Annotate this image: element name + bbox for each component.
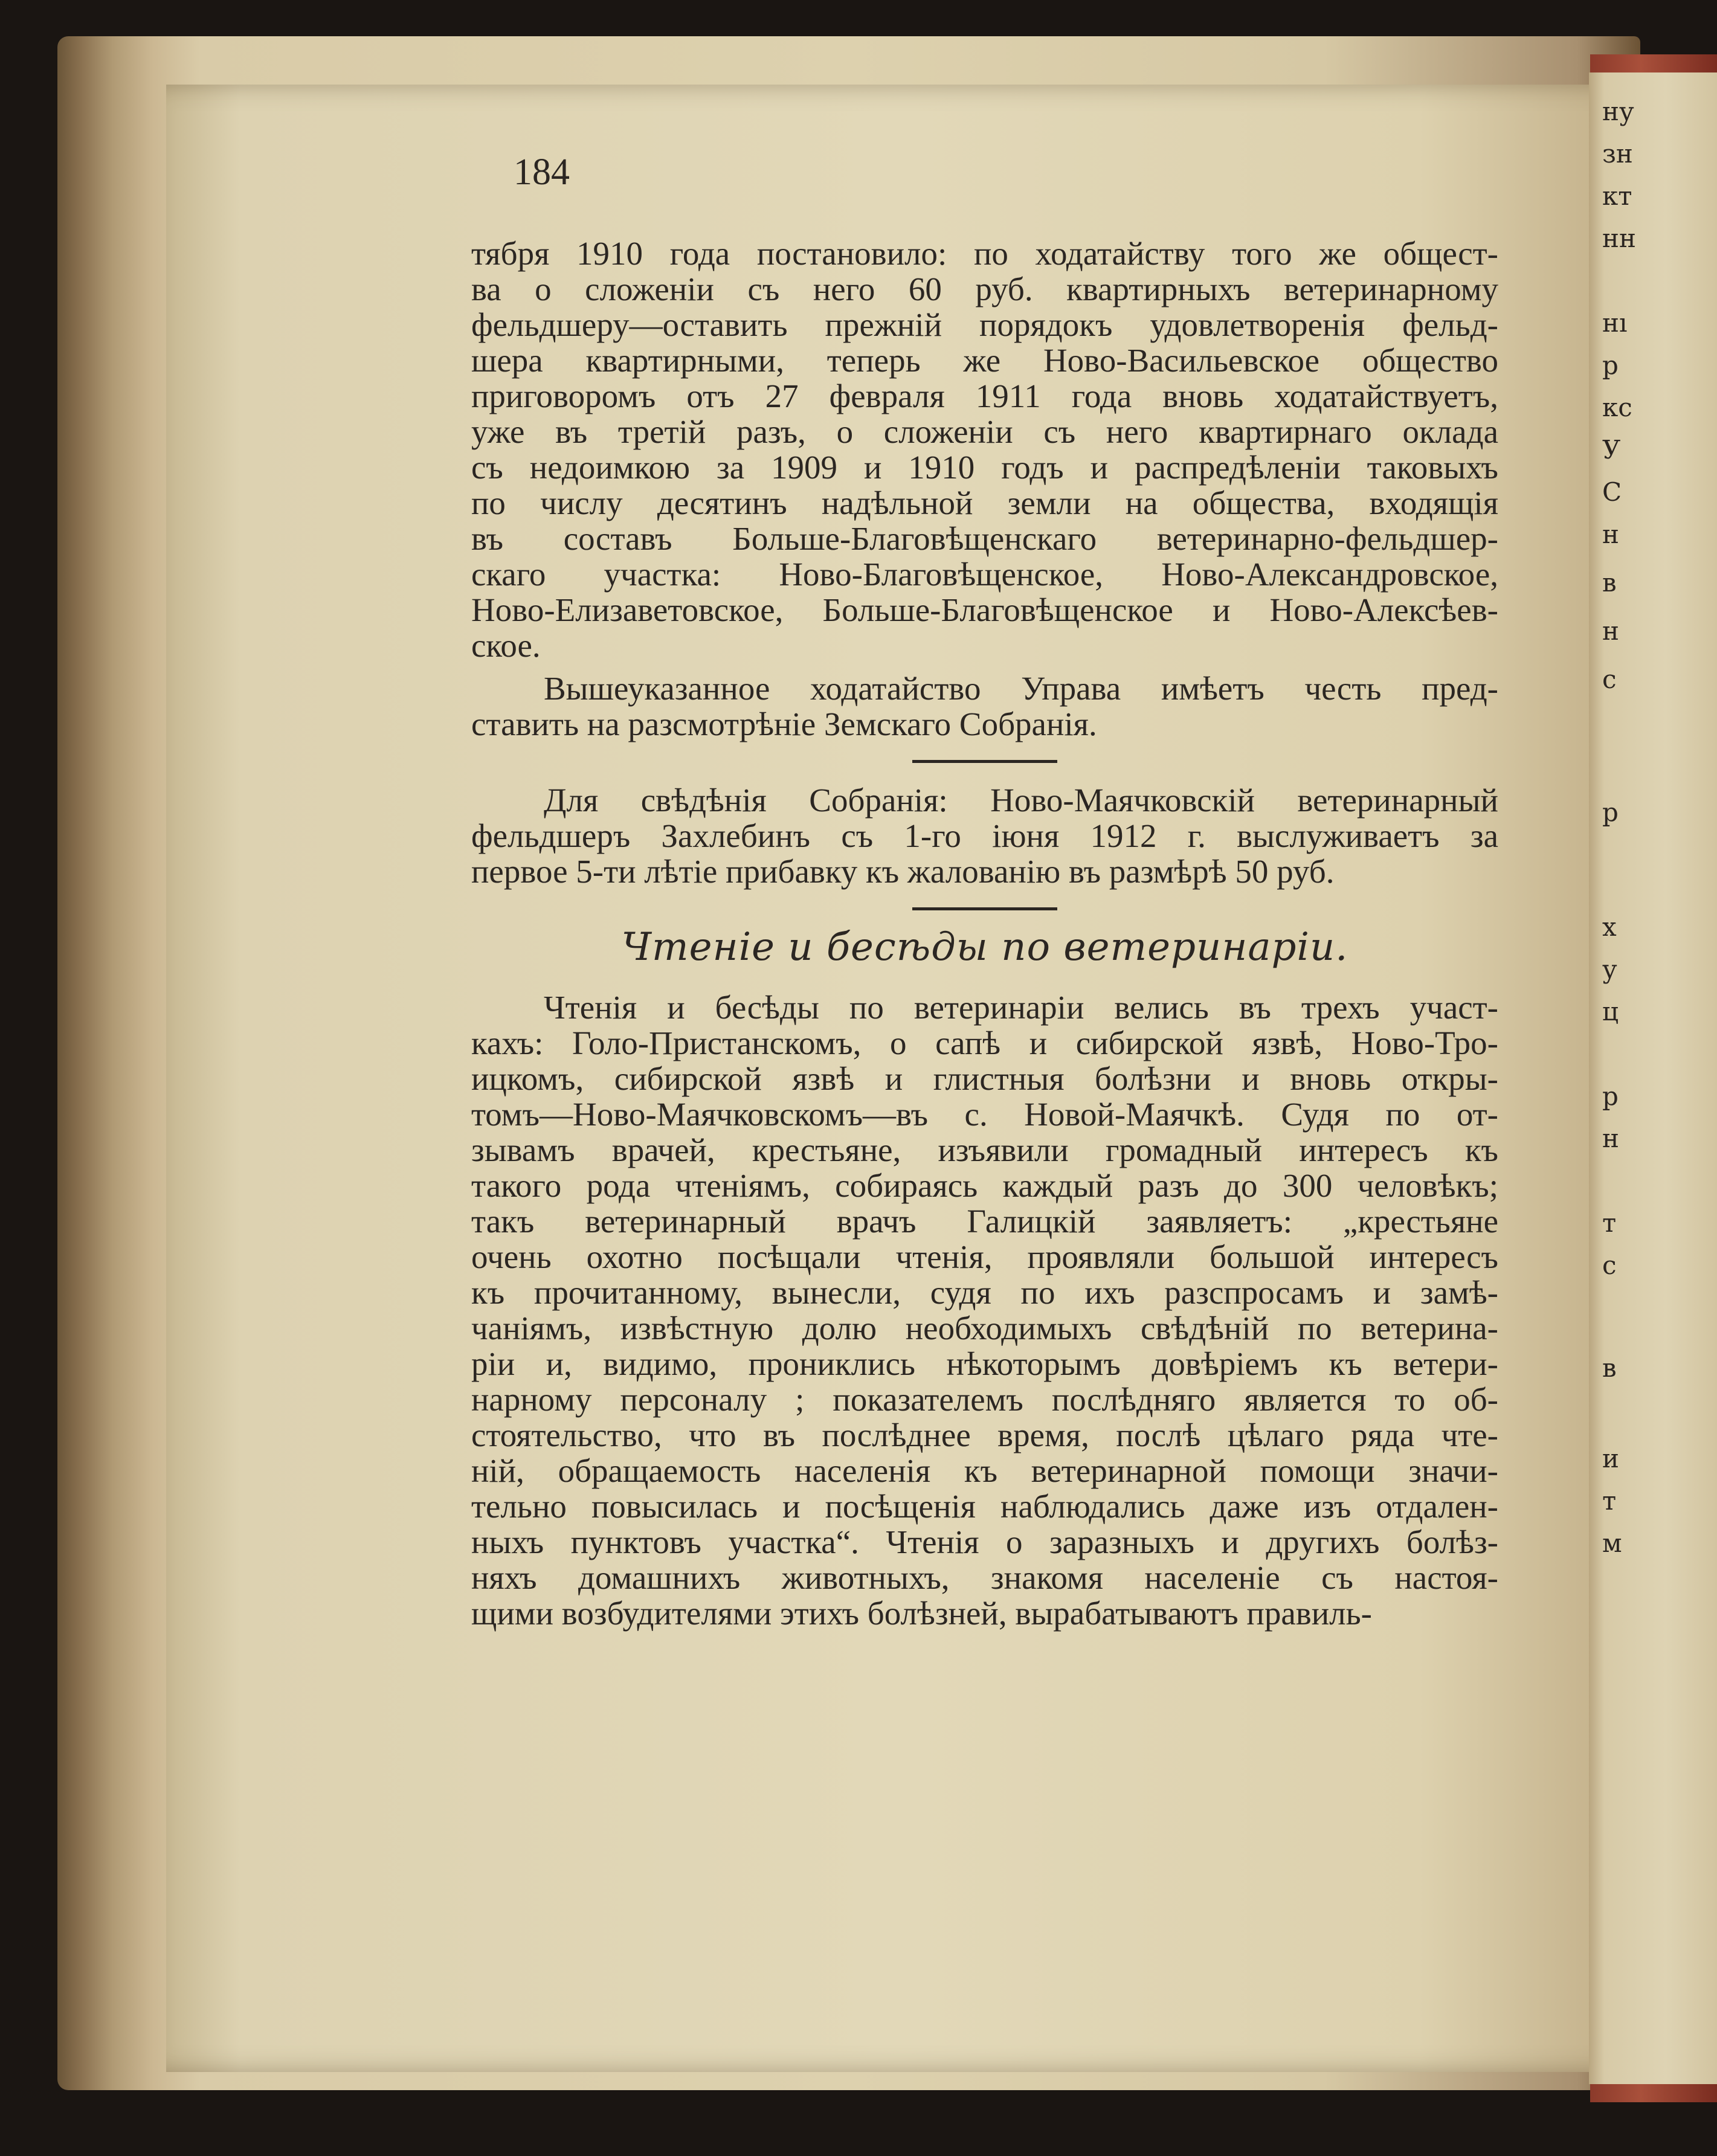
edge-letter: р — [1602, 797, 1619, 827]
edge-letter: р — [1602, 350, 1619, 380]
text-line: няхъ домашнихъ животныхъ, знакомя населеніе съ настоя- — [471, 1559, 1498, 1596]
edge-letter: т — [1602, 1208, 1617, 1238]
text-line: тельно повысилась и посѣщенія наблюдались даже изъ отдален- — [471, 1488, 1498, 1525]
edge-letter: н — [1602, 1124, 1619, 1153]
edge-letter: ц — [1602, 997, 1619, 1026]
text-line: такъ ветеринарный врачъ Галицкій заявляетъ: „крестьяне — [471, 1203, 1498, 1240]
text-line: первое 5-ти лѣтіе прибавку къ жалованію въ размѣрѣ 50 руб. — [471, 853, 1335, 890]
edge-letter: м — [1602, 1528, 1622, 1558]
separator-rule — [912, 760, 1057, 763]
edge-letter: зн — [1602, 139, 1633, 169]
edge-letter: р — [1602, 1081, 1619, 1111]
text-line: ицкомъ, сибирской язвѣ и глистныя болѣзни и вновь откры- — [471, 1060, 1498, 1097]
edge-letter: нн — [1602, 224, 1636, 253]
edge-letter: х — [1602, 912, 1617, 942]
text-line: фельдшеру—оставить прежній порядокъ удовлетворенія фельд- — [471, 306, 1498, 343]
edge-letter: у — [1602, 954, 1617, 984]
edge-letter: У — [1602, 435, 1621, 465]
edge-letter: с — [1602, 664, 1617, 694]
text-line: фельдшеръ Захлебинъ съ 1-го іюня 1912 г. выслуживаетъ за — [471, 817, 1498, 854]
text-line: нарному персоналу ; показателемъ послѣдняго является то об- — [471, 1381, 1498, 1418]
text-line: Вышеуказанное ходатайство Управа имѣетъ честь пред- — [544, 670, 1498, 707]
text-line: стоятельство, что въ послѣднее время, послѣ цѣлаго ряда чте- — [471, 1417, 1498, 1453]
text-line: ріи и, видимо, прониклись нѣкоторымъ довѣріемъ къ ветери- — [471, 1345, 1498, 1382]
paragraph-2 — [471, 671, 1498, 742]
text-line: шера квартирными, теперь же Ново-Васильевское общество — [471, 342, 1498, 379]
page-number: 184 — [514, 152, 570, 193]
text-line: ныхъ пунктовъ участка“. Чтенія о заразныхъ и другихъ болѣз- — [471, 1524, 1498, 1560]
text-line: томъ—Ново-Маячковскомъ—въ с. Новой-Маячкѣ. Судя по от- — [471, 1096, 1498, 1133]
text-line: кахъ: Голо-Пристанскомъ, о сапѣ и сибирской язвѣ, Ново-Тро- — [471, 1025, 1498, 1061]
edge-letter: с — [1602, 1250, 1617, 1280]
edge-letter: н — [1602, 520, 1619, 549]
edge-letter: н — [1602, 616, 1619, 646]
text-line: ставить на разсмотрѣніе Земскаго Собранія. — [471, 706, 1097, 742]
edge-letter: в — [1602, 568, 1617, 597]
text-line: ское. — [471, 627, 541, 664]
text-line: ній, обращаемость населенія къ ветеринарной помощи значи- — [471, 1452, 1498, 1489]
paragraph-3 — [471, 782, 1498, 889]
text-line: тября 1910 года постановило: по ходатайству того же общест- — [471, 235, 1498, 272]
edge-letter: ну — [1602, 97, 1634, 126]
text-line: Чтенія и бесѣды по ветеринаріи велись въ трехъ участ- — [544, 989, 1498, 1026]
edge-letter: и — [1602, 1444, 1619, 1473]
text-line: съ недоимкою за 1909 и 1910 годъ и распредѣленіи таковыхъ — [471, 449, 1498, 486]
text-line: уже въ третій разъ, о сложеніи съ него квартирнаго оклада — [471, 413, 1498, 450]
text-line: щими возбудителями этихъ болѣзней, вырабатываютъ правиль- — [471, 1595, 1372, 1632]
text-line: въ составъ Больше-Благовѣщенскаго ветеринарно-фельдшер- — [471, 520, 1498, 557]
paragraph-1 — [471, 236, 1498, 663]
text-line: ва о сложеніи съ него 60 руб. квартирныхъ ветеринарному — [471, 271, 1498, 307]
page-text — [471, 236, 1498, 1638]
edge-letter: т — [1602, 1486, 1617, 1516]
edge-letter: кс — [1602, 393, 1632, 422]
separator-rule — [912, 907, 1057, 910]
edge-letter: кт — [1602, 181, 1632, 211]
text-line: приговоромъ отъ 27 февраля 1911 года вновь ходатайствуетъ, — [471, 378, 1498, 414]
text-line: очень охотно посѣщали чтенія, проявляли большой интересъ — [471, 1238, 1498, 1275]
text-line: чаніямъ, извѣстную долю необходимыхъ свѣдѣній по ветерина- — [471, 1310, 1498, 1347]
edge-letter: С — [1602, 477, 1622, 507]
text-line: зывамъ врачей, крестьяне, изъявили громадный интересъ къ — [471, 1131, 1498, 1168]
text-line: Для свѣдѣнія Собранія: Ново-Маячковскій ветеринарный — [544, 782, 1498, 819]
text-line: къ прочитанному, вынесли, судя по ихъ разспросамъ и замѣ- — [471, 1274, 1498, 1311]
text-line: Ново-Елизаветовское, Больше-Благовѣщенское и Ново-Алексѣев- — [471, 591, 1498, 628]
text-line: такого рода чтеніямъ, собираясь каждый разъ до 300 человѣкъ; — [471, 1167, 1498, 1204]
right-page-fragment — [1589, 72, 1717, 2084]
text-line: по числу десятинъ надѣльной земли на общества, входящія — [471, 484, 1498, 521]
edge-letter: в — [1602, 1353, 1617, 1383]
text-line: скаго участка: Ново-Благовѣщенское, Ново-Александровское, — [471, 556, 1498, 593]
paragraph-4 — [471, 990, 1498, 1631]
section-heading: Чтеніе и бесѣды по ветеринаріи. — [621, 925, 1348, 970]
edge-letter: нı — [1602, 308, 1628, 338]
